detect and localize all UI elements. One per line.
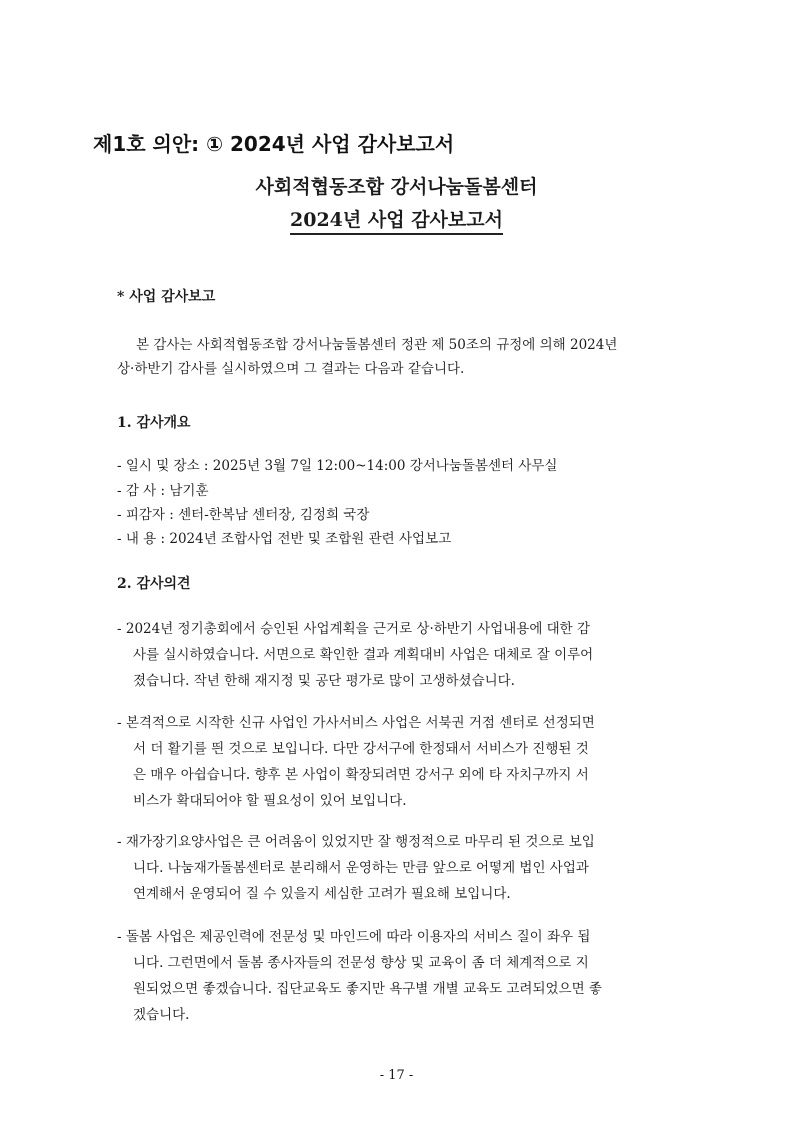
opinion-line: - 돌봄 사업은 제공인력에 전문성 및 마인드에 따라 이용자의 서비스 질이 좌우 됩 <box>117 929 591 945</box>
opinion-paragraph-3 <box>117 829 697 907</box>
opinion-line: - 2024년 정기총회에서 승인된 사업계획을 근거로 상·하반기 사업내용에 대한 감 <box>117 621 591 637</box>
opinion-line: 졌습니다. 작년 한해 재지정 및 공단 평가로 많이 고생하셨습니다. <box>133 673 515 689</box>
opinion-paragraph-2 <box>117 710 697 814</box>
opinion-line: 서 더 활기를 띈 것으로 보입니다. 다만 강서구에 한정돼서 서비스가 진행된 것 <box>133 741 589 757</box>
document-title-line2 <box>0 205 793 232</box>
overview-heading: 1. 감사개요 <box>117 415 191 431</box>
opinion-line: 비스가 확대되어야 할 필요성이 있어 보입니다. <box>133 793 407 809</box>
opinion-line: 니다. 그런면에서 돌봄 종사자들의 전문성 향상 및 교육이 좀 더 체계적으로 지 <box>133 955 589 971</box>
opinion-line: - 재가장기요양사업은 큰 어려움이 있었지만 잘 행정적으로 마무리 된 것으로 보입 <box>117 834 595 850</box>
opinion-line: 니다. 나눔재가돌봄센터로 분리해서 운영하는 만큼 앞으로 어떻게 법인 사업과 <box>133 860 589 876</box>
opinion-line: - 본격적으로 시작한 신규 사업인 가사서비스 사업은 서북권 거점 센터로 선정되면 <box>117 715 595 731</box>
opinion-heading: 2. 감사의견 <box>117 576 191 592</box>
overview-item: - 피감자 : 센터-한복남 센터장, 김정희 국장 <box>117 507 370 523</box>
intro-line1: 본 감사는 사회적협동조합 강서나눔돌봄센터 정관 제 50조의 규정에 의해 2024년 <box>136 337 618 353</box>
overview-item: - 감 사 : 남기훈 <box>117 483 209 499</box>
opinion-line: 은 매우 아쉽습니다. 향후 본 사업이 확장되려면 강서구 외에 타 자치구까지 서 <box>133 767 589 783</box>
agenda-title: 제1호 의안: ① 2024년 사업 감사보고서 <box>93 132 455 156</box>
opinion-line: 원되었으면 좋겠습니다. 집단교육도 좋지만 욕구별 개별 교육도 고려되었으면 좋 <box>133 981 602 997</box>
opinion-paragraph-4 <box>117 924 697 1028</box>
opinion-line: 겠습니다. <box>133 1007 190 1023</box>
intro-line2: 상·하반기 감사를 실시하였으며 그 결과는 다음과 같습니다. <box>117 361 465 377</box>
opinion-line: 사를 실시하였습니다. 서면으로 확인한 결과 계획대비 사업은 대체로 잘 이루어 <box>133 647 594 663</box>
document-title-line2-text: 2024년 사업 감사보고서 <box>290 209 503 235</box>
overview-item: - 일시 및 장소 : 2025년 3월 7일 12:00~14:00 강서나눔돌봄센터 사무실 <box>117 458 558 474</box>
page-number: - 17 - <box>379 1068 414 1083</box>
section-heading: * 사업 감사보고 <box>117 289 216 305</box>
opinion-paragraph-1 <box>117 616 697 694</box>
overview-item: - 내 용 : 2024년 조합사업 전반 및 조합원 관련 사업보고 <box>117 531 452 547</box>
opinion-line: 연계해서 운영되어 질 수 있을지 세심한 고려가 필요해 보입니다. <box>133 886 511 902</box>
document-title-line1: 사회적협동조합 강서나눔돌봄센터 <box>255 176 538 198</box>
